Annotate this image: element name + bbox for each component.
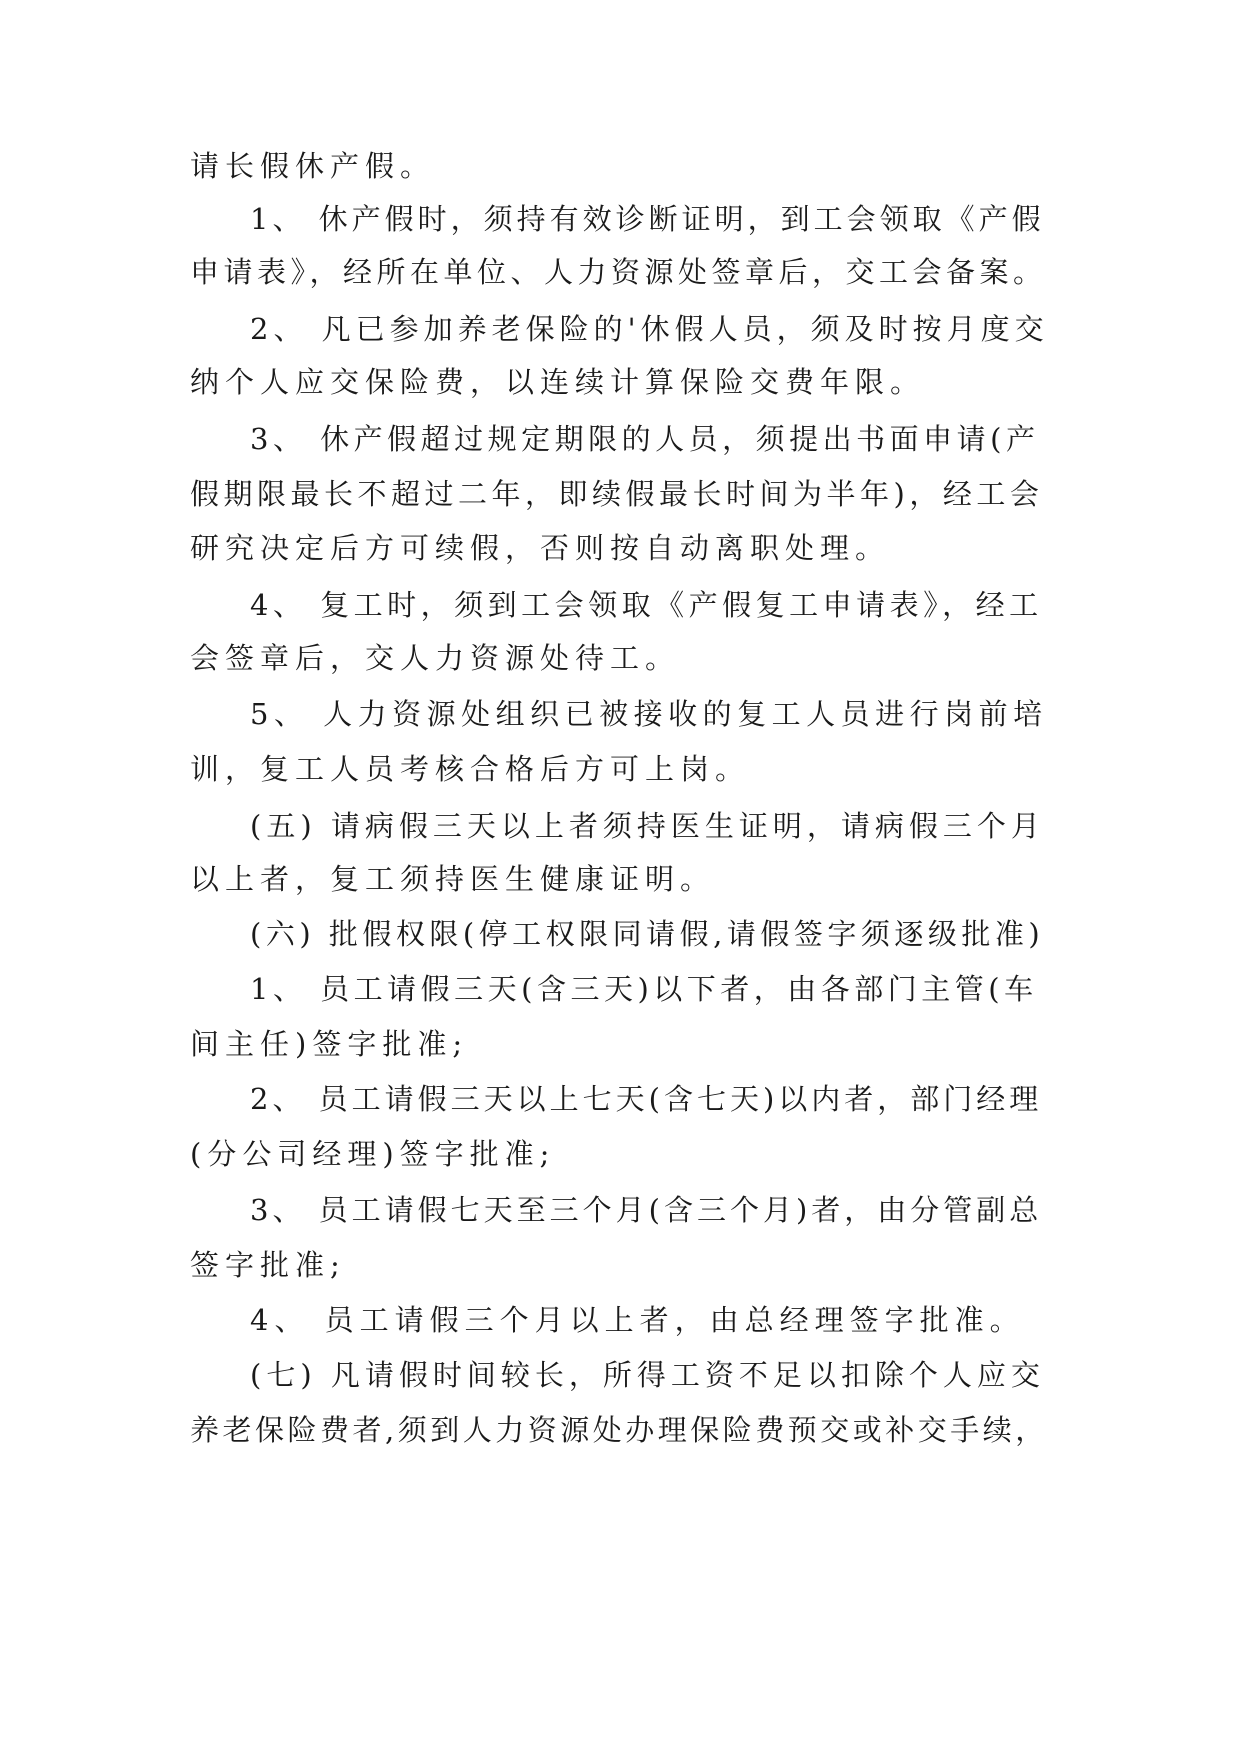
text-line: 纳个人应交保险费，以连续计算保险交费年限。 <box>190 365 926 399</box>
text-line: 申请表》，经所在单位、人力资源处签章后，交工会备案。 <box>190 255 1047 289</box>
text-line: (六) 批假权限(停工权限同请假,请假签字须逐级批准) <box>250 917 1045 951</box>
text-line: (五) 请病假三天以上者须持医生证明，请病假三个月 <box>250 809 1045 843</box>
text-line: 3、 员工请假七天至三个月(含三个月)者，由分管副总 <box>250 1193 1043 1227</box>
text-line: 研究决定后方可续假，否则按自动离职处理。 <box>190 531 891 565</box>
text-line: 会签章后，交人力资源处待工。 <box>190 641 681 675</box>
text-line: 间主任)签字批准; <box>190 1027 469 1061</box>
text-line: (分公司经理)签字批准; <box>190 1137 556 1171</box>
text-line: 4、 复工时，须到工会领取《产假复工申请表》，经工 <box>250 588 1043 622</box>
text-line: 请长假休产假。 <box>190 149 436 183</box>
text-line: 以上者，复工须持医生健康证明。 <box>190 862 716 896</box>
text-line: 3、 休产假超过规定期限的人员，须提出书面申请(产 <box>250 422 1040 456</box>
text-line: 5、 人力资源处组织已被接收的复工人员进行岗前培 <box>250 697 1048 731</box>
text-line: 1、 休产假时，须持有效诊断证明，到工会领取《产假 <box>250 202 1045 236</box>
text-line: 1、 员工请假三天(含三天)以下者，由各部门主管(车 <box>250 972 1038 1006</box>
text-line: 训，复工人员考核合格后方可上岗。 <box>190 752 751 786</box>
text-line: 2、 员工请假三天以上七天(含七天)以内者，部门经理 <box>250 1082 1043 1116</box>
text-line: 养老保险费者,须到人力资源处办理保险费预交或补交手续， <box>190 1413 1048 1447</box>
text-line: 假期限最长不超过二年，即续假最长时间为半年)，经工会 <box>190 477 1044 511</box>
text-line: 2、 凡已参加养老保险的'休假人员，须及时按月度交 <box>250 312 1049 346</box>
text-line: 签字批准; <box>190 1248 346 1282</box>
text-line: 4、 员工请假三个月以上者，由总经理签字批准。 <box>250 1303 1025 1337</box>
text-line: (七) 凡请假时间较长，所得工资不足以扣除个人应交 <box>250 1358 1045 1392</box>
